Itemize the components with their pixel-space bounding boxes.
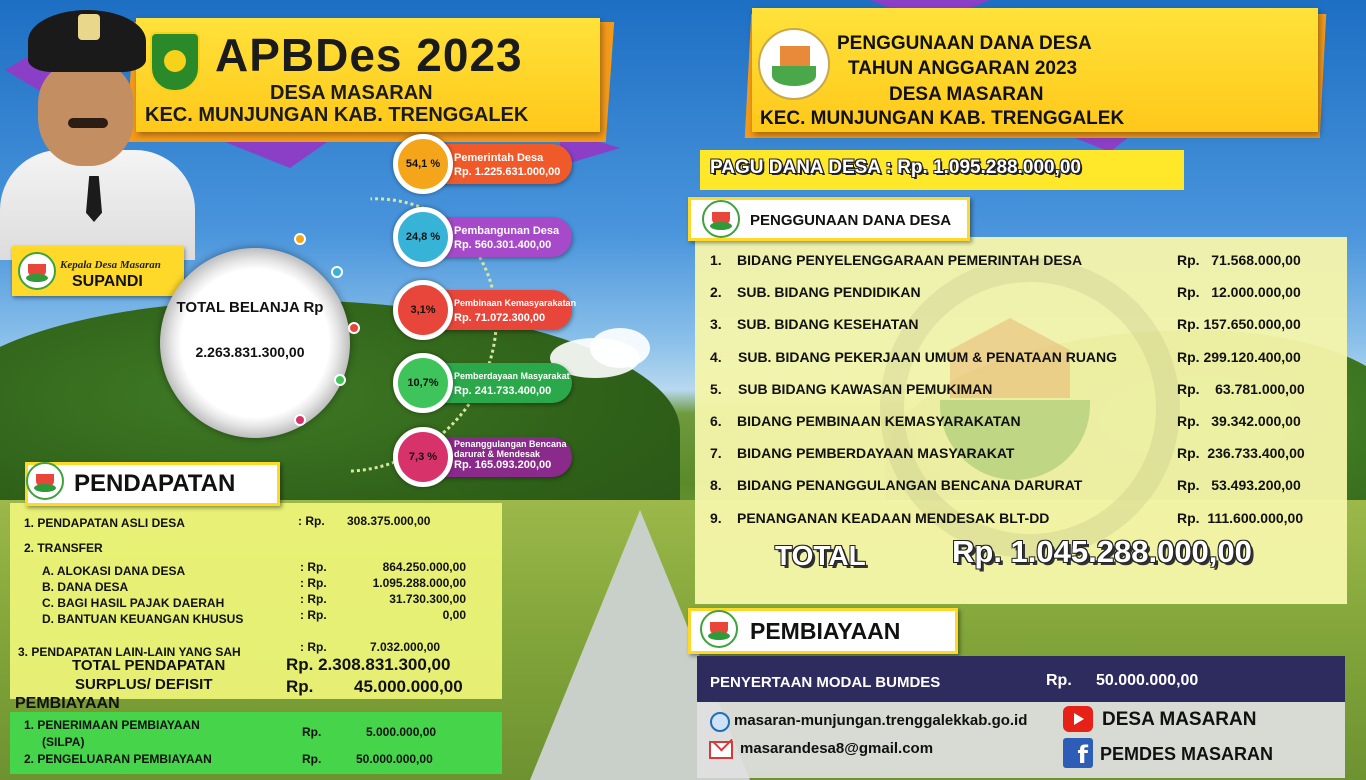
pembiayaan-right-heading: PEMBIAYAAN	[750, 618, 901, 644]
usage-item-name: SUB BIDANG KAWASAN PEMUKIMAN	[738, 380, 993, 397]
transfer-item-rp: : Rp.	[300, 560, 327, 574]
masaran-logo-icon	[18, 252, 56, 290]
pad-value: 308.375.000,00	[347, 514, 431, 528]
total-pendapatan-value: Rp. 2.308.831.300,00	[286, 655, 451, 674]
usage-total-value: Rp. 1.045.288.000,00	[952, 534, 1252, 569]
usage-item-number: 6.	[710, 413, 722, 429]
belanja-name: Pembinaan Kemasyarakatan	[454, 298, 577, 308]
village-head-role: Kepala Desa Masaran	[60, 259, 161, 271]
usage-item-number: 3.	[710, 316, 722, 333]
transfer-label: 2. TRANSFER	[24, 541, 103, 555]
masaran-logo-icon	[702, 200, 740, 238]
belanja-value: Rp. 1.225.631.000,00	[454, 166, 561, 178]
usage-item-value: Rp. 157.650.000,00	[1177, 316, 1301, 333]
village-head-name: SUPANDI	[72, 273, 143, 290]
facebook-icon: f	[1063, 738, 1093, 768]
total-pendapatan-label: TOTAL PENDAPATAN	[72, 657, 226, 674]
transfer-item-label: D. BANTUAN KEUANGAN KHUSUS	[42, 612, 244, 626]
transfer-item-rp: : Rp.	[300, 592, 327, 606]
email-link[interactable]: masarandesa8@gmail.com	[740, 740, 934, 757]
lain-label: 3. PENDAPATAN LAIN-LAIN YANG SAH	[18, 645, 241, 659]
usage-item-value: Rp. 63.781.000,00	[1177, 380, 1305, 397]
connector-dot	[334, 374, 346, 386]
usage-item-number: 7.	[710, 445, 722, 462]
kemendes-logo	[758, 28, 830, 100]
usage-heading: PENGGUNAAN DANA DESA	[750, 212, 952, 229]
usage-item-value: Rp. 12.000.000,00	[1177, 284, 1301, 301]
masaran-logo-icon	[700, 610, 738, 648]
usage-item-number: 4.	[710, 348, 722, 365]
usage-item-name: SUB. BIDANG PENDIDIKAN	[737, 284, 921, 301]
surplus-rp: Rp.	[286, 677, 314, 696]
purple-wedge	[220, 140, 330, 168]
right-title-line1: PENGGUNAAN DANA DESA	[837, 33, 1092, 54]
region-name: KEC. MUNJUNGAN KAB. TRENGGALEK	[145, 104, 529, 126]
belanja-name: Penanggulangan Bencana darurat & Mendesak	[454, 439, 567, 459]
village-head-portrait	[0, 0, 195, 260]
bumdes-label: PENYERTAAN MODAL BUMDES	[710, 674, 941, 691]
belanja-pct: 24,8 %	[405, 231, 441, 243]
usage-item-number: 9.	[710, 509, 722, 526]
penerimaan-value: 5.000.000,00	[366, 725, 437, 739]
usage-total-label: TOTAL	[775, 540, 866, 571]
pendapatan-heading: PENDAPATAN	[74, 470, 236, 497]
usage-item-value: Rp. 236.733.400,00	[1177, 445, 1305, 462]
belanja-pct: 7,3 %	[408, 451, 438, 463]
lain-value: 7.032.000,00	[370, 640, 441, 654]
belanja-value: Rp. 71.072.300,00	[454, 312, 546, 324]
page-title: APBDes 2023	[215, 29, 523, 81]
surplus-value: 45.000.000,00	[354, 677, 463, 696]
penerimaan-sub: (SILPA)	[42, 735, 85, 749]
belanja-value: Rp. 165.093.200,00	[454, 459, 552, 471]
right-title-line4: KEC. MUNJUNGAN KAB. TRENGGALEK	[760, 108, 1125, 129]
usage-item-number: 5.	[710, 380, 722, 397]
cap-badge	[78, 14, 100, 40]
globe-icon	[710, 712, 730, 732]
usage-item-number: 8.	[710, 477, 722, 494]
usage-item-value: Rp. 53.493.200,00	[1177, 477, 1301, 494]
usage-item-number: 1.	[710, 252, 722, 268]
bumdes-rp: Rp.	[1046, 672, 1072, 689]
penerimaan-rp: Rp.	[302, 725, 322, 739]
transfer-item-label: B. DANA DESA	[42, 580, 129, 594]
lain-rp: : Rp.	[300, 640, 327, 654]
usage-item-name: BIDANG PENYELENGGARAAN PEMERINTAH DESA	[737, 252, 1083, 268]
usage-item-name: BIDANG PENANGGULANGAN BENCANA DARURAT	[737, 477, 1083, 494]
youtube-channel[interactable]: DESA MASARAN	[1102, 709, 1257, 730]
usage-item-name: BIDANG PEMBINAAN KEMASYARAKATAN	[737, 413, 1021, 429]
transfer-item-rp: : Rp.	[300, 576, 327, 590]
usage-item-name: SUB. BIDANG PEKERJAAN UMUM & PENATAAN RUANG	[738, 348, 1118, 365]
usage-item-value: Rp. 71.568.000,00	[1177, 252, 1301, 268]
usage-item-value: Rp. 299.120.400,00	[1177, 348, 1301, 365]
pembiayaan-left-heading: PEMBIAYAAN	[15, 695, 120, 712]
face	[38, 62, 134, 166]
facebook-page[interactable]: PEMDES MASARAN	[1100, 744, 1274, 764]
pad-rp: : Rp.	[298, 514, 325, 528]
usage-item-value: Rp. 39.342.000,00	[1177, 413, 1301, 429]
transfer-item-value: 31.730.300,00	[389, 592, 466, 606]
right-title-line3: DESA MASARAN	[889, 84, 1044, 105]
surplus-label: SURPLUS/ DEFISIT	[75, 676, 213, 693]
belanja-pct: 10,7%	[407, 377, 439, 389]
belanja-name: Pembangunan Desa	[454, 225, 560, 237]
usage-item-number: 2.	[710, 284, 722, 301]
mustache	[68, 118, 108, 128]
transfer-item-rp: : Rp.	[300, 608, 327, 622]
village-name: DESA MASARAN	[270, 82, 433, 104]
pad-label: 1. PENDAPATAN ASLI DESA	[24, 516, 185, 530]
total-belanja-label: TOTAL BELANJA Rp	[176, 299, 324, 316]
website-link[interactable]: masaran-munjungan.trenggalekkab.go.id	[734, 712, 1028, 729]
pagu-dana-desa: PAGU DANA DESA : Rp. 1.095.288.000,00	[710, 157, 1081, 178]
belanja-value: Rp. 241.733.400,00	[454, 385, 552, 397]
cloud	[590, 328, 650, 368]
transfer-item-label: C. BAGI HASIL PAJAK DAERAH	[42, 596, 225, 610]
transfer-item-value: 864.250.000,00	[382, 560, 466, 574]
total-belanja-circle	[160, 248, 350, 438]
connector-dot	[331, 266, 343, 278]
youtube-icon	[1063, 706, 1093, 732]
transfer-item-label: A. ALOKASI DANA DESA	[42, 564, 186, 578]
belanja-pct: 3,1%	[410, 304, 436, 316]
usage-item-name: BIDANG PEMBERDAYAAN MASYARAKAT	[737, 445, 1015, 462]
belanja-name: Pemerintah Desa	[454, 152, 544, 164]
bumdes-value: 50.000.000,00	[1096, 672, 1199, 689]
pengeluaran-value: 50.000.000,00	[356, 752, 433, 766]
right-title-line2: TAHUN ANGGARAN 2023	[848, 58, 1078, 79]
usage-item-name: SUB. BIDANG KESEHATAN	[737, 316, 919, 333]
usage-item-name: PENANGANAN KEADAAN MENDESAK BLT-DD	[737, 509, 1050, 526]
belanja-pct: 54,1 %	[405, 158, 441, 170]
belanja-value: Rp. 560.301.400,00	[454, 239, 552, 251]
pengeluaran-rp: Rp.	[302, 752, 322, 766]
penerimaan-label: 1. PENERIMAAN PEMBIAYAAN	[24, 718, 200, 732]
total-belanja-value: 2.263.831.300,00	[195, 344, 305, 360]
connector-dot	[294, 233, 306, 245]
usage-item-value: Rp. 111.600.000,00	[1177, 509, 1304, 526]
mail-icon	[709, 741, 733, 759]
masaran-logo-icon	[26, 462, 64, 500]
pengeluaran-label: 2. PENGELUARAN PEMBIAYAAN	[24, 752, 212, 766]
transfer-item-value: 0,00	[442, 608, 466, 622]
connector-dot	[294, 414, 306, 426]
belanja-name: Pemberdayaan Masyarakat	[454, 371, 570, 381]
connector-dot	[348, 322, 360, 334]
transfer-item-value: 1.095.288.000,00	[372, 576, 466, 590]
